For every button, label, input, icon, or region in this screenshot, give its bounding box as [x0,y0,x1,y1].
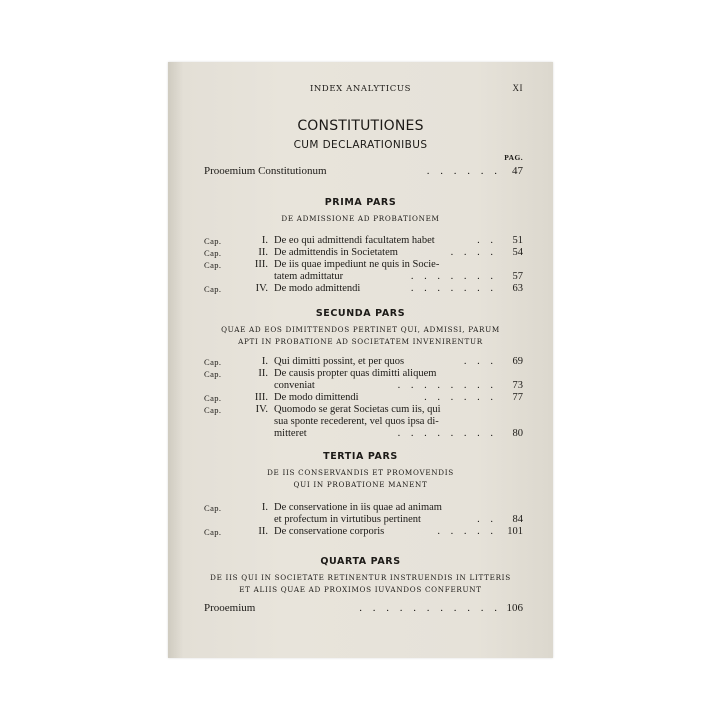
chapter-title: De eo qui admittendi facultatem habet [274,235,435,246]
chapter-page: 57 [512,271,523,282]
prima-pars-heading: PRIMA PARS [324,197,397,208]
cap-label: Cap. [204,260,222,270]
cap-label: Cap. [204,357,222,367]
chapter-title: De causis propter quas dimitti aliquem [274,368,437,379]
pag-label: PAG. [504,153,523,162]
chapter-title: De admittendis in Societatem [274,247,398,258]
chapter-page: 101 [507,526,523,537]
entry-text: Prooemium [204,602,256,614]
toc-row [204,271,523,283]
chapter-number: I. [261,235,268,246]
main-subtitle: CUM DECLARATIONIBUS [293,139,428,151]
chapter-title: De modo dimittendi [274,392,359,403]
quarta-pars-heading: QUARTA PARS [320,556,401,567]
entry-page: 47 [512,165,523,177]
toc-row [204,356,523,368]
leader-dots: . . [477,235,497,246]
chapter-title: De iis quae impediunt ne quis in Socie- [274,259,440,270]
chapter-number: II. [258,526,268,537]
cap-label: Cap. [204,527,222,537]
toc-row [204,235,523,247]
cap-label: Cap. [204,248,222,258]
leader-dots: . . . . . . [424,392,497,403]
chapter-title: De conservatione in iis quae ad animam [274,502,442,513]
cap-label: Cap. [204,369,222,379]
toc-row [204,416,523,428]
chapter-page: 63 [512,283,523,294]
chapter-page: 84 [512,514,523,525]
quarta-pars-subtitle-line-2: ET ALIIS QUAE AD PROXIMOS IUVANDOS CONFERUNT [239,585,482,594]
leader-dots: . . . . . . . [410,271,497,282]
toc-row [204,428,523,440]
toc-row [204,380,523,392]
chapter-page: 54 [512,247,523,258]
secunda-pars-subtitle-line-2: APTI IN PROBATIONE AD SOCIETATEM INVENIRENTUR [238,337,483,346]
chapter-number: I. [261,502,268,513]
leader-dots: . . . . . . . . . . . [359,602,501,614]
cap-label: Cap. [204,284,222,294]
leader-dots: . . . . [450,247,497,258]
chapter-title: conveniat [274,380,315,391]
chapter-number: III. [254,392,268,403]
prooemium-constitutionum-entry [204,165,523,179]
chapter-title: tatem admittatur [274,271,344,282]
chapter-title: Qui dimitti possint, et per quos [274,356,405,367]
chapter-page: 73 [512,380,523,391]
page-number: XI [512,83,523,93]
toc-row [204,404,523,416]
cap-label: Cap. [204,405,222,415]
prooemium-entry [204,602,523,616]
toc-row [204,502,523,514]
toc-row [204,392,523,404]
running-title: INDEX ANALYTICUS [309,84,412,94]
chapter-number: IV. [255,283,268,294]
chapter-title: Quomodo se gerat Societas cum iis, qui [274,404,441,415]
leader-dots: . . . . . . . [410,283,497,294]
chapter-title: sua sponte recederent, vel quos ipsa di- [274,416,439,427]
tertia-pars-heading: TERTIA PARS [323,451,398,462]
tertia-pars-subtitle-line-2: QUI IN PROBATIONE MANENT [293,480,428,489]
secunda-pars-subtitle-line-1: QUAE AD EOS DIMITTENDOS PERTINET QUI, ADMISSI, PARUM [221,325,500,334]
leader-dots: . . . . . . . . [397,380,497,391]
toc-row [204,514,523,526]
cap-label: Cap. [204,503,222,513]
leader-dots: . . . [463,356,497,367]
chapter-title: De conservatione corporis [274,526,385,537]
chapter-number: III. [254,259,268,270]
book-page [168,62,553,658]
chapter-number: IV. [255,404,268,415]
quarta-pars-subtitle-line-1: DE IIS QUI IN SOCIETATE RETINENTUR INSTRUENDIS IN LITTERIS [210,573,511,582]
tertia-pars-subtitle-line-1: DE IIS CONSERVANDIS ET PROMOVENDIS [267,468,454,477]
chapter-title: et profectum in virtutibus pertinent [274,514,421,525]
cap-label: Cap. [204,393,222,403]
chapter-number: I. [261,356,268,367]
main-title: CONSTITUTIONES [297,118,424,134]
chapter-page: 51 [512,235,523,246]
leader-dots: . . . . . . [426,165,501,177]
chapter-page: 77 [512,392,523,403]
leader-dots: . . [477,514,497,525]
chapter-title: De modo admittendi [274,283,361,294]
chapter-page: 80 [512,428,523,439]
prima-pars-subtitle: DE ADMISSIONE AD PROBATIONEM [281,214,440,223]
entry-text: Prooemium Constitutionum [204,165,327,177]
toc-row [204,259,523,271]
toc-row [204,283,523,295]
chapter-title: mitteret [274,428,307,439]
toc-row [204,526,523,538]
chapter-page: 69 [512,356,523,367]
chapter-number: II. [258,247,268,258]
cap-label: Cap. [204,236,222,246]
toc-row [204,368,523,380]
leader-dots: . . . . . [437,526,497,537]
toc-row [204,247,523,259]
chapter-number: II. [258,368,268,379]
secunda-pars-heading: SECUNDA PARS [315,308,406,319]
entry-page: 106 [506,602,523,614]
leader-dots: . . . . . . . . [397,428,497,439]
